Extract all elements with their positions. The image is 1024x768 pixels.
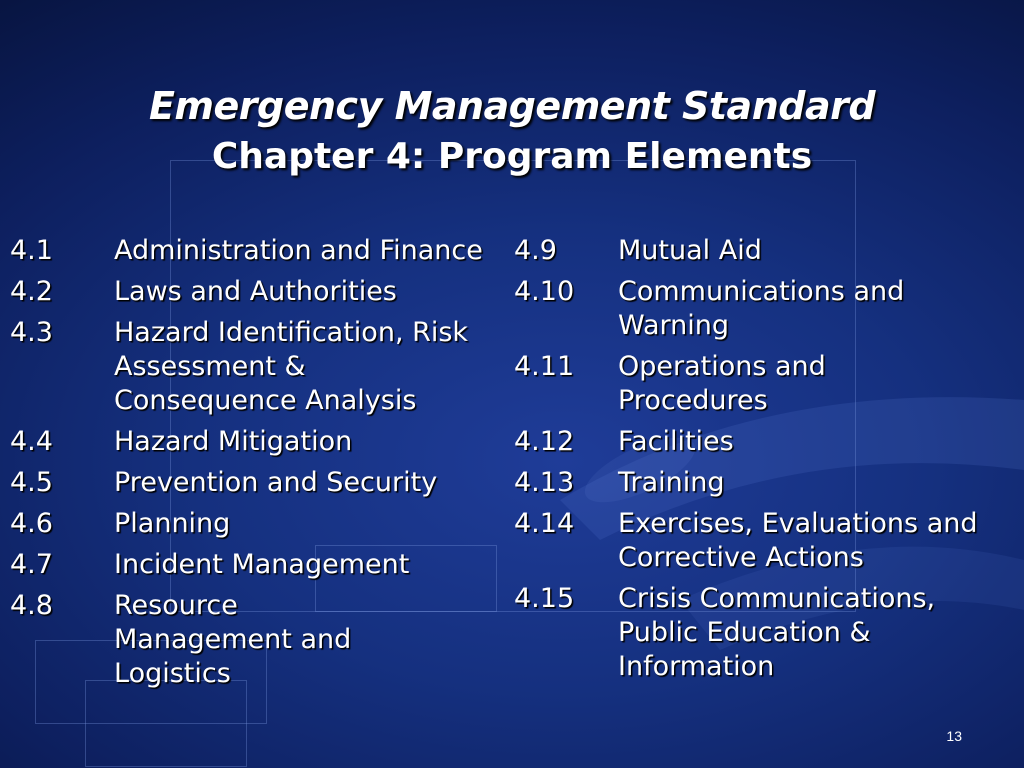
item-text: Mutual Aid xyxy=(618,235,762,266)
list-item xyxy=(514,425,1014,459)
item-text: Planning xyxy=(114,508,231,539)
item-text: Hazard Identification, Risk Assessment & Consequence Analysis xyxy=(114,317,469,416)
left-column-list xyxy=(10,234,510,698)
title-line-2: Chapter 4: Program Elements xyxy=(211,136,813,177)
list-item xyxy=(514,466,1014,500)
item-text: Resource Management and Logistics xyxy=(114,590,352,689)
list-item xyxy=(514,507,1014,575)
item-text: Administration and Finance xyxy=(114,235,483,266)
item-text: Operations and Procedures xyxy=(618,351,826,416)
item-number: 4.1 xyxy=(10,235,53,266)
item-text: Facilities xyxy=(618,426,734,457)
item-text: Hazard Mitigation xyxy=(114,426,353,457)
item-text: Exercises, Evaluations and Corrective Actions xyxy=(618,508,978,573)
slide-title xyxy=(0,80,1024,182)
list-item xyxy=(514,234,1014,268)
item-number: 4.5 xyxy=(10,467,53,498)
list-item xyxy=(10,589,510,691)
item-number: 4.10 xyxy=(514,276,575,307)
list-item xyxy=(10,548,510,582)
list-item xyxy=(10,275,510,309)
item-number: 4.3 xyxy=(10,317,53,348)
list-item xyxy=(514,350,1014,418)
list-item xyxy=(10,316,510,418)
item-number: 4.4 xyxy=(10,426,53,457)
list-item xyxy=(10,507,510,541)
list-item xyxy=(10,234,510,268)
item-text: Laws and Authorities xyxy=(114,276,397,307)
item-number: 4.2 xyxy=(10,276,53,307)
item-number: 4.15 xyxy=(514,583,575,614)
item-number: 4.12 xyxy=(514,426,575,457)
list-item xyxy=(514,275,1014,343)
item-number: 4.13 xyxy=(514,467,575,498)
right-column-list xyxy=(514,234,1014,691)
item-number: 4.7 xyxy=(10,549,53,580)
item-number: 4.8 xyxy=(10,590,53,621)
item-text: Incident Management xyxy=(114,549,410,580)
item-number: 4.9 xyxy=(514,235,557,266)
list-item xyxy=(514,582,1014,684)
item-number: 4.6 xyxy=(10,508,53,539)
page-number: 13 xyxy=(946,728,962,744)
list-item xyxy=(10,466,510,500)
item-text: Crisis Communications, Public Education & Information xyxy=(618,583,936,682)
item-text: Training xyxy=(618,467,725,498)
title-line-1: Emergency Management Standard xyxy=(148,84,876,128)
item-number: 4.11 xyxy=(514,351,575,382)
item-text: Communications and Warning xyxy=(618,276,905,341)
item-text: Prevention and Security xyxy=(114,467,438,498)
item-number: 4.14 xyxy=(514,508,575,539)
list-item xyxy=(10,425,510,459)
